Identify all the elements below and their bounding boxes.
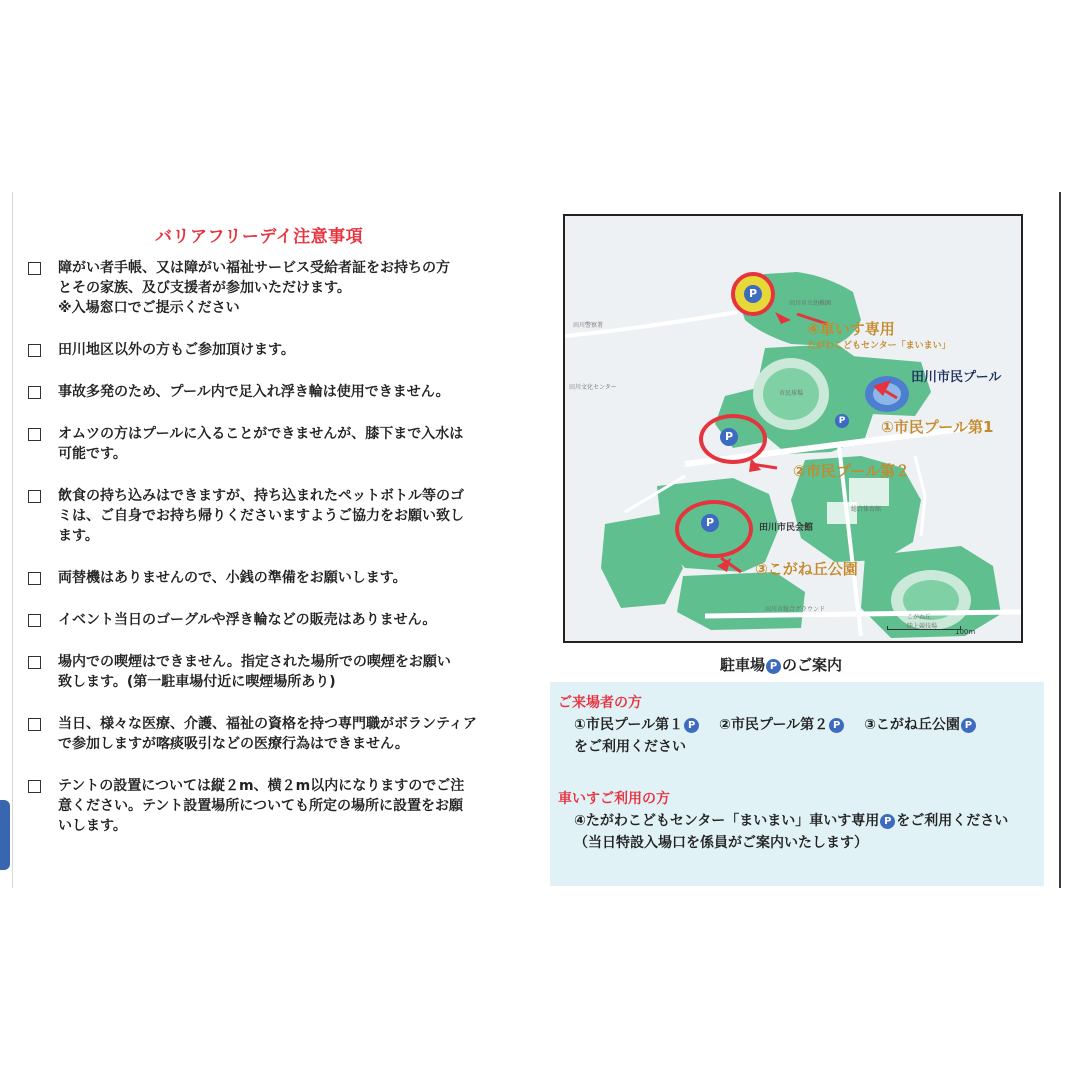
notes-title: バリアフリーデイ注意事項 [155, 227, 364, 247]
parking-marker-4: P [744, 285, 762, 303]
parking-marker-2: P [720, 428, 738, 446]
note-item [28, 258, 508, 318]
label-ground: 田川市総合グラウンド [765, 606, 826, 613]
checkbox-icon[interactable] [28, 386, 41, 399]
checkbox-icon[interactable] [28, 428, 41, 441]
note-item [28, 568, 508, 588]
note-line: ※入場窓口でご提示ください [58, 300, 240, 316]
checkbox-icon[interactable] [28, 344, 41, 357]
note-line: 田川地区以外の方もご参加頂けます。 [58, 342, 295, 358]
callout-wheelchair-sub: たがわこどもセンター「まいまい」 [807, 341, 951, 351]
visitors-line-2: をご利用ください [574, 739, 686, 755]
note-line: オムツの方はプールに入ることができませんが、膝下まで入水は [58, 426, 464, 442]
note-item [28, 424, 508, 464]
note-line: 意ください。テント設置場所についても所定の場所に設置をお願 [58, 798, 464, 814]
wheelchair-heading: 車いすご利用の方 [558, 791, 670, 807]
visitors-lots [574, 714, 977, 734]
note-line: 飲食の持ち込みはできますが、持ち込まれたペットボトル等のゴ [58, 488, 464, 504]
note-line: 可能です。 [58, 446, 127, 462]
map-scale-label: 100m [955, 628, 976, 636]
wheelchair-line-1a: ④たがわこどもセンター「まいまい」車いす専用 [574, 813, 880, 829]
note-line: ます。 [58, 528, 99, 544]
note-line: ミは、ご自身でお持ち帰りくださいますようご協力をお願い致し [58, 508, 464, 524]
parking-caption-before: 駐車場 [720, 656, 766, 674]
parking-marker-1: P [835, 414, 849, 428]
note-item [28, 652, 508, 692]
parking-caption [720, 654, 842, 675]
parking-map [563, 214, 1023, 643]
parking-p-icon: P [961, 718, 976, 733]
callout-wheelchair-lot: ④車いす専用 [807, 320, 895, 338]
notes-list [28, 258, 508, 858]
wheelchair-line-1 [574, 810, 1008, 830]
label-athletics: こがね丘 陸上競技場 [907, 614, 938, 630]
note-line: イベント当日のゴーグルや浮き輪などの販売はありません。 [58, 612, 437, 628]
note-item [28, 776, 508, 836]
label-baseball: 市民球場 [779, 390, 804, 397]
map-scale-bar [887, 626, 961, 630]
note-line: 事故多発のため、プール内で足入れ浮き輪は使用できません。 [58, 384, 450, 400]
checkbox-icon[interactable] [28, 780, 41, 793]
note-line: とその家族、及び支援者が参加いただけます。 [58, 280, 351, 296]
visitors-lot-2: ②市民プール第２ [719, 717, 829, 733]
note-item [28, 340, 508, 360]
checkbox-icon[interactable] [28, 262, 41, 275]
visitors-lot-3: ③こがね丘公園 [864, 717, 960, 733]
label-kindergarten: 田川市立幼稚園 [789, 300, 832, 307]
parking-p-icon: P [766, 659, 781, 674]
label-police: 田川警察署 [573, 322, 604, 329]
checkbox-icon[interactable] [28, 718, 41, 731]
note-line: 障がい者手帳、又は障がい福祉サービス受給者証をお持ちの方 [58, 260, 450, 276]
parking-p-icon: P [684, 718, 699, 733]
visitors-heading: ご来場者の方 [558, 695, 642, 711]
parking-p-icon: P [880, 814, 895, 829]
wheelchair-line-2: （当日特設入場口を係員がご案内いたします） [574, 835, 868, 851]
note-line: 致します。(第一駐車場付近に喫煙場所あり) [58, 674, 336, 690]
callout-lot-1: ①市民プール第1 [881, 418, 994, 436]
note-line: で参加しますが喀痰吸引などの医療行為はできません。 [58, 736, 409, 752]
note-item [28, 486, 508, 546]
checkbox-icon[interactable] [28, 572, 41, 585]
callout-lot-3: ③こがね丘公園 [755, 560, 858, 578]
visitors-lot-1: ①市民プール第１ [574, 717, 684, 733]
label-culture-center: 田川文化センター [569, 384, 617, 391]
note-line: 両替機はありませんので、小銭の準備をお願いします。 [58, 570, 407, 586]
note-line: 当日、様々な医療、介護、福祉の資格を持つ専門職がボランティア [58, 716, 477, 732]
note-line: 場内での喫煙はできません。指定された場所での喫煙をお願い [58, 654, 451, 670]
note-line: テントの設置については縦２m、横２m以内になりますのでご注 [58, 778, 465, 794]
parking-marker-3: P [701, 514, 719, 532]
wheelchair-line-1b: をご利用ください [896, 813, 1009, 829]
note-item [28, 610, 508, 630]
note-item [28, 382, 508, 402]
page-edge-tab [0, 800, 10, 870]
parking-caption-after: のご案内 [782, 656, 843, 674]
label-city-pool: 田川市民プール [911, 370, 1002, 385]
note-line: いします。 [58, 818, 127, 834]
callout-lot-2: ②市民プール第２ [793, 462, 910, 480]
note-item [28, 714, 508, 754]
label-civic-hall: 田川市民会館 [759, 523, 814, 533]
checkbox-icon[interactable] [28, 490, 41, 503]
parking-p-icon: P [829, 718, 844, 733]
label-gym: 総合体育館 [851, 506, 882, 513]
checkbox-icon[interactable] [28, 614, 41, 627]
checkbox-icon[interactable] [28, 656, 41, 669]
parking-info-box [550, 682, 1044, 886]
